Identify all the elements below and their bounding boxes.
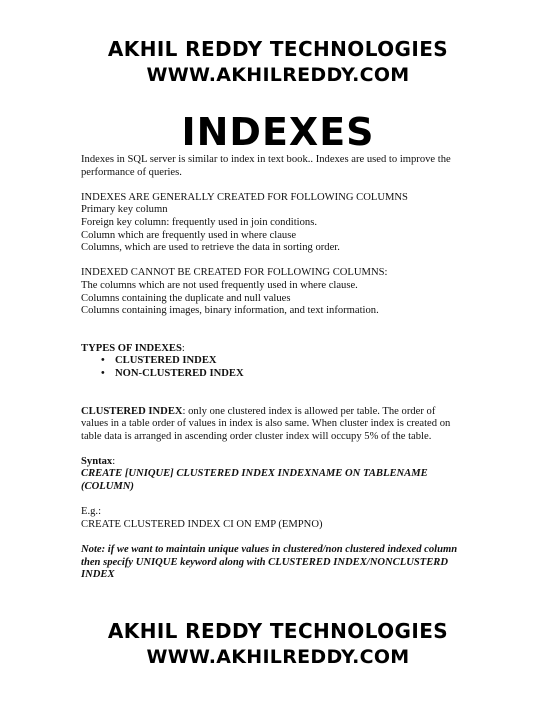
clustered-term: CLUSTERED INDEX (81, 405, 183, 417)
note-line: then specify UNIQUE keyword along with CLUSTERED INDEX/NONCLUSTERD (81, 556, 448, 568)
clustered-line: values in a table order of values in index is also same. When cluster index is created on (81, 418, 451, 430)
list-item: • NON-CLUSTERED INDEX (101, 368, 481, 381)
footer-banner (0, 618, 556, 670)
syntax-code: CREATE [UNIQUE] CLUSTERED INDEX INDEXNAME ON TABLENAME (81, 468, 428, 480)
types-list (81, 355, 481, 380)
not-created-for-item: Columns containing the duplicate and null values (81, 292, 291, 304)
created-for-item: Column which are frequently used in where clause (81, 229, 297, 241)
document-body (81, 154, 481, 582)
not-created-for-heading: INDEXED CANNOT BE CREATED FOR FOLLOWING COLUMNS: (81, 267, 388, 279)
created-for-item: Columns, which are used to retrieve the data in sorting order. (81, 242, 340, 254)
not-created-for-item: The columns which are not used frequently used in where clause. (81, 279, 358, 291)
types-heading: TYPES OF INDEXES: (81, 342, 185, 354)
clustered-line: table data is arranged in ascending order cluster index will occupy 5% of the table. (81, 430, 432, 442)
intro-line: Indexes in SQL server is similar to index in text book.. Indexes are used to improve the (81, 154, 451, 165)
example-label: E.g.: (81, 506, 102, 518)
example-code: CREATE CLUSTERED INDEX CI ON EMP (EMPNO) (81, 518, 323, 530)
header-company: AKHIL REDDY TECHNOLOGIES (107, 37, 449, 61)
header-website: WWW.AKHILREDDY.COM (146, 64, 410, 86)
footer-company: AKHIL REDDY TECHNOLOGIES (107, 619, 449, 643)
syntax-label: Syntax: (81, 455, 116, 467)
note-line: INDEX (81, 569, 115, 581)
not-created-for-item: Columns containing images, binary information, and text information. (81, 305, 379, 317)
list-item: • CLUSTERED INDEX (101, 355, 481, 368)
created-for-heading: INDEXES ARE GENERALLY CREATED FOR FOLLOWING COLUMNS (81, 191, 408, 203)
clustered-line: CLUSTERED INDEX: only one clustered index is allowed per table. The order of (81, 405, 436, 417)
intro-line: performance of queries. (81, 166, 182, 178)
header-banner (0, 36, 556, 88)
footer-website: WWW.AKHILREDDY.COM (146, 646, 410, 668)
note-line: Note: if we want to maintain unique values in clustered/non clustered indexed column (81, 544, 458, 556)
page-title: INDEXES (181, 110, 375, 154)
syntax-code: (COLUMN) (81, 481, 134, 493)
created-for-item: Foreign key column: frequently used in join conditions. (81, 216, 317, 228)
created-for-item: Primary key column (81, 204, 168, 216)
